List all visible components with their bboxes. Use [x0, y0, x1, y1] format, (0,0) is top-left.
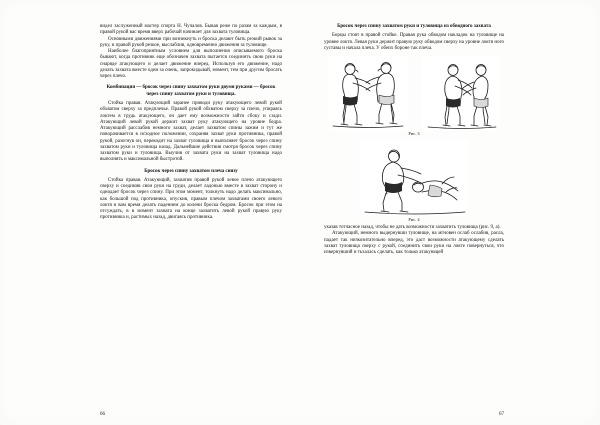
right-page: [300, 0, 600, 425]
section-heading-throw-shoulder: Бросок через спину захватом плеча снизу: [144, 168, 238, 174]
paragraph: Основными движениями при возникнуть и броска делают быть резкий рывок за руку, и правой рукой резкое, выслаблив, одновременно движения за туловище.: [100, 36, 282, 48]
paragraph: Борцы стоят в правой стойке. Правая рука обводом накладок на туловище на уровне локтя. Левая руки держит правую руку обводом сверху на уровне локтя ного суставы и начала плеча. У обеих бороне так плеча.: [324, 33, 504, 51]
wrestlers-throw-illustration: [360, 140, 468, 216]
figure-top: [324, 56, 504, 136]
figure-caption-bottom: Рис. 4: [408, 217, 420, 223]
wrestlers-illustration-b: [422, 56, 500, 130]
paragraph: Атакующий, немного выдернувши туловище, на мгновен ослаб ослабив, расла, падает так низкозитательно вперед, это даст возможности атакующему сделать захват туловища сверху с рукой, соединить свои руки на локте повернуться, что извернувший и тьхалась сделать, как только атакующей: [324, 231, 504, 256]
figure-bottom: [324, 140, 504, 222]
page-number-right: 67: [499, 412, 504, 417]
paragraph: Стойка правая. Атакующий заранее приводи руку атакующего левой рукой обхватом сверху за предплечье. Правой рукой обхватом сверху за плечо, упираясь локтем в грудь атакующего, он дает ему возможности зайти сбоку и сзади. Атакующий левой рукой держит захват руку атакующего на уровне бедра. Атакующий расслабив немного захват, делает захватом спины зажим и тут же поворачивается в исходное положении, сохраняя захват руки противника, правой рукой, разогнув он, перекодит на захват туловища и выполняет бросок через спину захватом руки и туловища назад. Дальнейшие действия смотря бросок через спину захватом руки и туловища. Выучив от захвата руки на захват туловища надо выполнять и максимальной быстротой.: [100, 101, 282, 163]
paragraph: видел заслуженный мастер спорта Н. Чучалов. Бывая реже по разам за каждым, в правой рукой вас время вверх рабочай начинает для захвата туловища.: [100, 24, 282, 36]
paragraph: указав тотчасное назад, чтобы не дать возможности захватить туловища (рис. 9, а).: [324, 225, 501, 231]
paragraph: Стойка правая. Атакующий, захватив правой рукой левое плечо атакующего сверху и соединив свои руки на груди, делает ладонью вместе в захват сторону и однодает бросок через спину. При этом момент, толкнуть надо делать максимально, как большой под противника, опускив, правым плечом захватами своего левого локтя и вам время делать падением до колени броска бедром. Бросок при этом на отсуждать, в в момент захвата на конце захватить левой рукой правую руку противника и, растимых назад, двигаясь противника.: [100, 177, 282, 221]
figure-caption-top: Рис. 3: [408, 131, 420, 137]
section-heading-combination: Комбинация — бросок через спину захватом руки двумя руками — бросок через спину захватом руки и туловища.: [106, 85, 276, 97]
paragraph: Наиболее благоприятным условием для выполнения описываемого броска бывают, когда противник еще обозначен захвата пытается соединить свою руки на снаряде атакующего и делает движение вперед. Используя его движение, надо делать захвата вместе одни за очень, запрокидывай, момент, тем при другим бросать через плечо.: [100, 49, 282, 79]
wrestlers-illustration-a: [329, 56, 407, 130]
section-heading-throw-over-back: Бросок через спину захватом руки и туловища из обводного захвата: [337, 24, 491, 29]
page-number-left: 66: [100, 412, 105, 417]
